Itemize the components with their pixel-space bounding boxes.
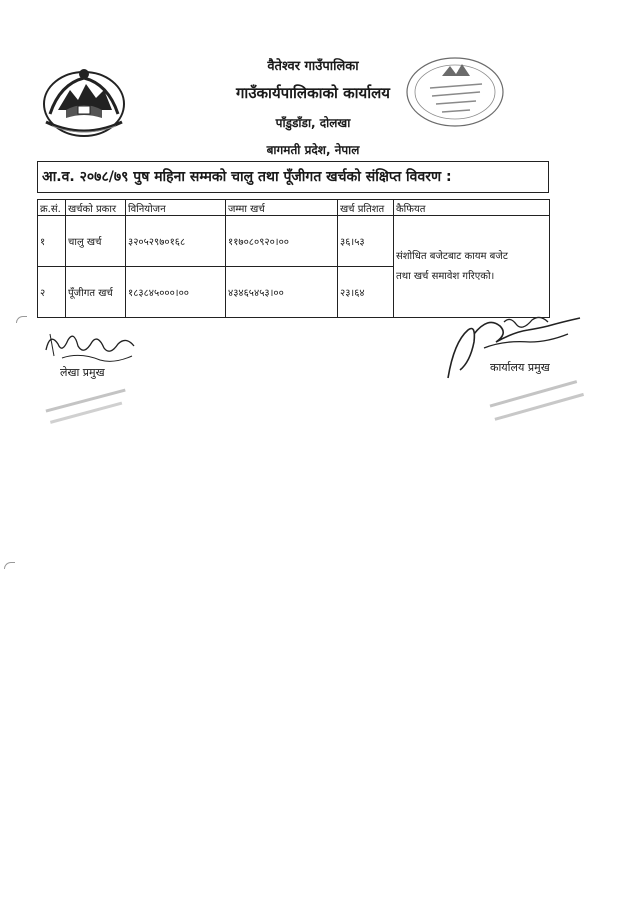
accounts-chief-signature	[40, 326, 140, 366]
remarks-line: तथा खर्च समावेश गरिएको।	[396, 270, 495, 282]
cell-sn: २	[38, 267, 66, 318]
table-row	[38, 216, 550, 267]
organization-name: वैतेश्वर गाउँपालिका	[267, 59, 359, 74]
admin-chief-label: कार्यालय प्रमुख	[490, 361, 550, 374]
table-header-row	[38, 200, 550, 216]
column-header-expenditure: जम्मा खर्च	[226, 200, 338, 216]
column-header-percent: खर्च प्रतिशत	[338, 200, 394, 216]
cell-type: पूँजीगत खर्च	[66, 267, 126, 318]
cell-allocation: ३२०५२९७०१६८	[126, 216, 226, 267]
scan-mark	[16, 316, 27, 323]
cell-remarks	[394, 216, 550, 318]
faded-stamp-left	[42, 383, 136, 431]
cell-type: चालु खर्च	[66, 216, 126, 267]
cell-sn: १	[38, 216, 66, 267]
municipality-stamp-icon	[404, 54, 506, 130]
cell-expenditure: ११७०८०९२०।००	[226, 216, 338, 267]
office-address: पाँडुडाँडा, दोलखा	[275, 116, 351, 130]
expenditure-summary-table	[37, 199, 550, 318]
office-name: गाउँकार्यपालिकाको कार्यालय	[235, 84, 390, 102]
faded-stamp-right	[486, 374, 591, 428]
accounts-chief-label: लेखा प्रमुख	[60, 366, 105, 379]
column-header-type: खर्चको प्रकार	[66, 200, 126, 216]
cell-allocation: १८३८४५०००।००	[126, 267, 226, 318]
cell-expenditure: ४३४६५४५३।००	[226, 267, 338, 318]
remarks-line: संशोधित बजेटबाट कायम बजेट	[396, 250, 508, 262]
column-header-allocation: विनियोजन	[126, 200, 226, 216]
column-header-remarks: कैफियत	[394, 200, 550, 216]
cell-percent: २३।६४	[338, 267, 394, 318]
column-header-sn: क्र.सं.	[38, 200, 66, 216]
province-line: बागमती प्रदेश, नेपाल	[266, 143, 360, 157]
report-title: आ.व. २०७८/७९ पुष महिना सम्मको चालु तथा पूँजीगत खर्चको संक्षिप्त विवरण :	[37, 161, 549, 193]
scan-mark	[4, 562, 15, 569]
cell-percent: ३६।५३	[338, 216, 394, 267]
